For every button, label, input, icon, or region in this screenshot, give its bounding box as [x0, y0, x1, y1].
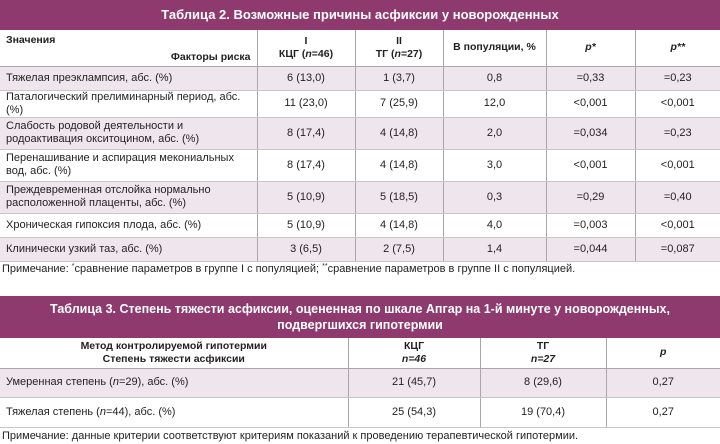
table3-cell-kcg: 21 (45,7)	[348, 368, 480, 397]
table3-cell-p: 0,27	[606, 397, 720, 427]
table2-cell-p2: =0,087	[635, 237, 720, 261]
table2-cell-p1: =0,034	[546, 117, 635, 149]
table2	[0, 30, 720, 262]
table2-cell-tg: 4 (14,8)	[355, 213, 443, 237]
table2-row	[0, 181, 720, 213]
table2-cell-kcg: 5 (10,9)	[257, 181, 355, 213]
table3-cell-kcg: 25 (54,3)	[348, 397, 480, 427]
table2-cell-factor: Клинически узкий таз, абс. (%)	[0, 237, 257, 261]
table3-cell-label: Умеренная степень (n=29), абс. (%)	[0, 368, 348, 397]
table2-header-kcg: I КЦГ (n=46)	[257, 30, 355, 66]
table2-row	[0, 66, 720, 90]
table2-cell-kcg: 11 (23,0)	[257, 90, 355, 117]
table3-cell-tg: 19 (70,4)	[480, 397, 606, 427]
table2-row	[0, 90, 720, 117]
table2-header-factors: Факторы риска	[170, 50, 251, 63]
table2-cell-p1: =0,044	[546, 237, 635, 261]
table2-cell-population: 0,3	[443, 181, 546, 213]
table2-cell-factor: Хроническая гипоксия плода, абс. (%)	[0, 213, 257, 237]
table2-row	[0, 237, 720, 261]
table2-cell-factor: Паталогический прелиминарный период, абс. (%)	[0, 90, 257, 117]
table3	[0, 338, 720, 428]
table2-cell-factor: Перенашивание и аспирация мекониальных вод, абс. (%)	[0, 149, 257, 181]
table2-row	[0, 213, 720, 237]
table2-cell-population: 12,0	[443, 90, 546, 117]
table2-cell-p1: =0,003	[546, 213, 635, 237]
table2-cell-kcg: 3 (6,5)	[257, 237, 355, 261]
table2-header-corner	[0, 30, 257, 66]
table2-header-row	[0, 30, 720, 66]
table3-cell-p: 0,27	[606, 368, 720, 397]
table3-title: Таблица 3. Степень тяжести асфиксии, оцененная по шкале Апгар на 1-й минуте у новорожденных, подвергшихся гипотермии	[0, 296, 720, 338]
table3-row	[0, 397, 720, 427]
table2-cell-tg: 5 (18,5)	[355, 181, 443, 213]
table2-cell-tg: 2 (7,5)	[355, 237, 443, 261]
table2-cell-population: 3,0	[443, 149, 546, 181]
table3-header-row	[0, 338, 720, 368]
table2-cell-kcg: 8 (17,4)	[257, 117, 355, 149]
table2-header-values: Значения	[6, 33, 56, 46]
table3-header-tg: ТГ n=27	[480, 338, 606, 368]
table3-row	[0, 368, 720, 397]
table2-cell-tg: 4 (14,8)	[355, 117, 443, 149]
table2-cell-kcg: 5 (10,9)	[257, 213, 355, 237]
table2-cell-p2: =0,23	[635, 66, 720, 90]
table2-cell-factor: Преждевременная отслойка нормально расположенной плаценты, абс. (%)	[0, 181, 257, 213]
table2-cell-tg: 4 (14,8)	[355, 149, 443, 181]
table2-cell-kcg: 6 (13,0)	[257, 66, 355, 90]
table2-cell-kcg: 8 (17,4)	[257, 149, 355, 181]
table2-cell-tg: 1 (3,7)	[355, 66, 443, 90]
table2-row	[0, 117, 720, 149]
table2-header-tg: II ТГ (n=27)	[355, 30, 443, 66]
table2-header-population: В популяции, %	[443, 30, 546, 66]
table2-cell-tg: 7 (25,9)	[355, 90, 443, 117]
table3-note: Примечание: данные критерии соответствуют критериям показаний к проведению терапевтической гипотермии.	[2, 430, 579, 442]
table2-cell-population: 4,0	[443, 213, 546, 237]
table2-cell-factor: Слабость родовой деятельности и родоактивация окситоцином, абс. (%)	[0, 117, 257, 149]
table2-note: Примечание: *сравнение параметров в группе I с популяцией; **сравнение параметров в группе II с популяцией.	[2, 263, 576, 275]
table2-cell-p1: <0,001	[546, 90, 635, 117]
table2-cell-population: 2,0	[443, 117, 546, 149]
table3-header-p: p	[606, 338, 720, 368]
table2-cell-p1: =0,29	[546, 181, 635, 213]
table2-header-p1: p*	[546, 30, 635, 66]
table2-header-p2: p**	[635, 30, 720, 66]
table2-cell-factor: Тяжелая преэклампсия, абс. (%)	[0, 66, 257, 90]
table2-cell-p2: =0,23	[635, 117, 720, 149]
table2-cell-population: 0,8	[443, 66, 546, 90]
table2-cell-p1: =0,33	[546, 66, 635, 90]
table2-cell-p2: =0,40	[635, 181, 720, 213]
table2-cell-p2: <0,001	[635, 90, 720, 117]
table2-cell-p1: <0,001	[546, 149, 635, 181]
table2-cell-population: 1,4	[443, 237, 546, 261]
table3-cell-tg: 8 (29,6)	[480, 368, 606, 397]
table3-header-kcg: КЦГ n=46	[348, 338, 480, 368]
table2-row	[0, 149, 720, 181]
table2-cell-p2: <0,001	[635, 149, 720, 181]
table3-header-method: Метод контролируемой гипотермии Степень тяжести асфиксии	[0, 338, 348, 368]
table2-title: Таблица 2. Возможные причины асфиксии у новорожденных	[0, 0, 720, 30]
table2-cell-p2: <0,001	[635, 213, 720, 237]
table3-cell-label: Тяжелая степень (n=44), абс. (%)	[0, 397, 348, 427]
